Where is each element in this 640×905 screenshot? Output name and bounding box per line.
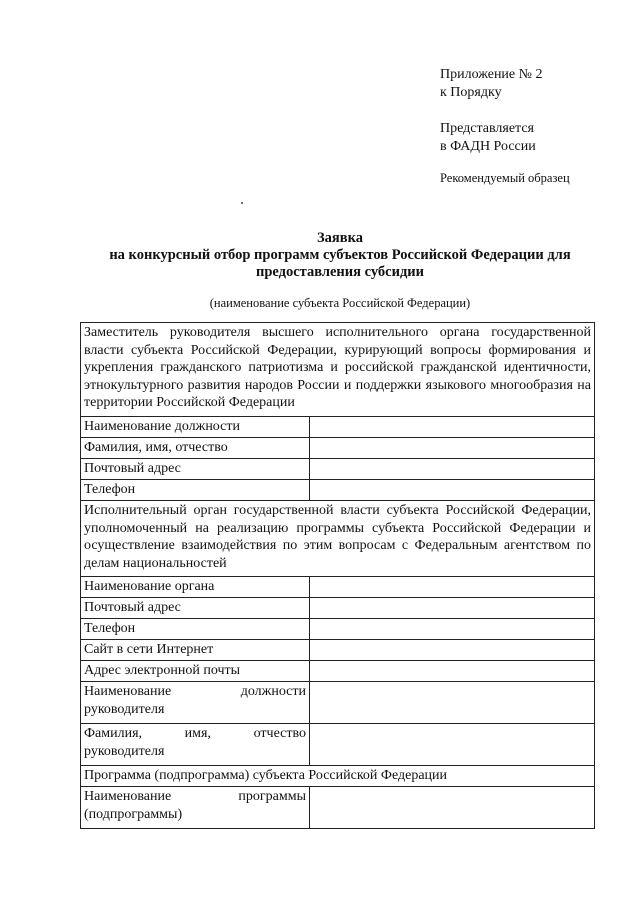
field-label: Адрес электронной почты <box>81 661 310 682</box>
field-label: Телефон <box>81 480 310 501</box>
annex-line-2: к Порядку <box>440 85 502 100</box>
title-line-1: Заявка <box>317 230 363 246</box>
field-label: Фамилия, имя, отчество руководителя <box>81 724 310 766</box>
field-value-position[interactable] <box>310 417 595 438</box>
field-value-head-position[interactable] <box>310 682 595 724</box>
section2-heading: Исполнительный орган государственной власти субъекта Российской Федерации, уполномоченный на реализацию программы субъекта Российской Федерации и осуществление взаимодействия по этим вопросам с Федеральным агентством по делам национальностей <box>81 501 595 577</box>
field-value-authority-address[interactable] <box>310 598 595 619</box>
title-line-2: на конкурсный отбор программ субъектов Российской Федерации для <box>109 247 571 263</box>
section1-heading: Заместитель руководителя высшего исполнительного органа государственной власти субъекта Российской Федерации, курирующий вопросы формирования и укрепления гражданского патриотизма и российской гражданской идентичности, этнокультурного развития народов России и поддержки языкового многообразия на территории Российской Федерации <box>81 323 595 417</box>
annex-note <box>440 66 543 102</box>
annex-line-1: Приложение № 2 <box>440 67 543 82</box>
submission-note <box>440 120 536 156</box>
sample-note: Рекомендуемый образец <box>440 171 570 185</box>
field-label: Почтовый адрес <box>81 459 310 480</box>
field-value-program-name[interactable] <box>310 787 595 829</box>
field-value-authority-name[interactable] <box>310 577 595 598</box>
field-label: Телефон <box>81 619 310 640</box>
application-title <box>80 230 600 281</box>
field-value-full-name[interactable] <box>310 438 595 459</box>
submission-line-1: Представляется <box>440 121 534 136</box>
field-value-head-full-name[interactable] <box>310 724 595 766</box>
field-value-phone[interactable] <box>310 480 595 501</box>
field-value-authority-phone[interactable] <box>310 619 595 640</box>
field-value-website[interactable] <box>310 640 595 661</box>
field-label: Наименование должности руководителя <box>81 682 310 724</box>
field-value-email[interactable] <box>310 661 595 682</box>
field-label: Наименование программы (подпрограммы) <box>81 787 310 829</box>
submission-line-2: в ФАДН России <box>440 139 536 154</box>
field-label: Почтовый адрес <box>81 598 310 619</box>
application-form-table <box>80 322 595 829</box>
field-label: Фамилия, имя, отчество <box>81 438 310 459</box>
field-value-postal-address[interactable] <box>310 459 595 480</box>
subject-caption: (наименование субъекта Российской Федерации) <box>209 296 471 310</box>
field-label: Сайт в сети Интернет <box>81 640 310 661</box>
title-line-3: предоставления субсидии <box>255 264 424 280</box>
section3-heading: Программа (подпрограмма) субъекта Российской Федерации <box>81 766 595 787</box>
scan-speck <box>241 202 243 204</box>
field-label: Наименование должности <box>81 417 310 438</box>
field-label: Наименование органа <box>81 577 310 598</box>
